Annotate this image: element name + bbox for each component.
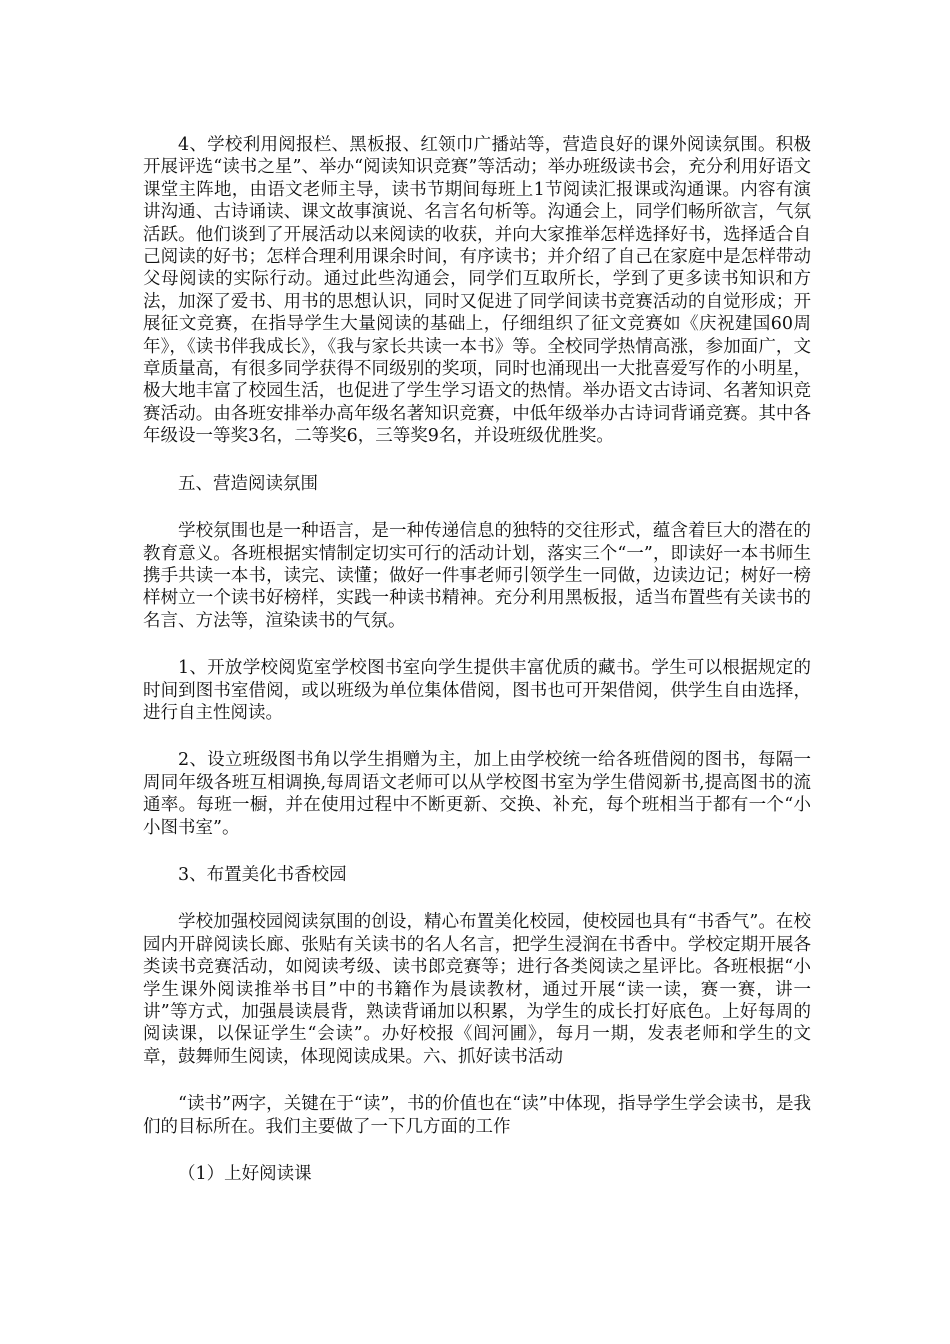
section-heading-reading-atmosphere: 五、营造阅读氛围 [178, 473, 318, 494]
document-page [143, 134, 811, 1185]
paragraph-class-book-corner: 2、设立班级图书角以学生捐赠为主，加上由学校统一给各班借阅的图书，每隔一周同年级各班互相调换,每周语文老师可以从学校图书室为学生借阅新书,提高图书的流通率。每班一橱，并在使用过程中不断更新、交换、补充，每个班相当于都有一个“小小图书室”。 [143, 750, 811, 838]
paragraph-campus-decoration: 学校加强校园阅读氛围的创设，精心布置美化校园，使校园也具有“书香气”。在校园内开辟阅读长廊、张贴有关读书的名人名言，把学生浸润在书香中。学校定期开展各类读书竞赛活动，如阅读考级、读书郎竞赛等；进行各类阅读之星评比。各班根据“小学生课外阅读推举书目”中的书籍作为晨读教材，通过开展“读一读，赛一赛，讲一讲”等方式，加强晨读晨背，熟读背诵加以积累，为学生的成长打好底色。上好每周的阅读课，以保证学生“会读”。办好校报《闾河圃》，每月一期，发表老师和学生的文章，鼓舞师生阅读，体现阅读成果。六、抓好读书活动 [143, 912, 811, 1067]
paragraph-reading-room: 1、开放学校阅览室学校图书室向学生提供丰富优质的藏书。学生可以根据规定的时间到图书室借阅，或以班级为单位集体借阅，图书也可开架借阅，供学生自由选择，进行自主性阅读。 [143, 658, 811, 723]
paragraph-activities: 4、学校利用阅报栏、黑板报、红领巾广播站等，营造良好的课外阅读氛围。积极开展评选“读书之星”、举办“阅读知识竞赛”等活动；举办班级读书会，充分利用好语文课堂主阵地，由语文老师主导，读书节期间每班上1节阅读汇报课或沟通课。内容有演讲沟通、古诗诵读、课文故事演说、名言名句析等。沟通会上，同学们畅所欲言，气氛活跃。他们谈到了开展活动以来阅读的收获，并向大家推举怎样选择好书，选择适合自己阅读的好书；怎样合理利用课余时间，有序读书；并介绍了自己在家庭中是怎样带动父母阅读的实际行动。通过此些沟通会，同学们互取所长，学到了更多读书知识和方法，加深了爱书、用书的思想认识，同时又促进了同学间读书竞赛活动的自觉形成；开展征文竞赛，在指导学生大量阅读的基础上，仔细组织了征文竞赛如《庆祝建国60周年》，《读书伴我成长》，《我与家长共读一本书》等。全校同学热情高涨，参加面广，文章质量高，有很多同学获得不同级别的奖项，同时也涌现出一大批喜爱写作的小明星，极大地丰富了校园生活，也促进了学生学习语文的热情。举办语文古诗词、名著知识竞赛活动。由各班安排举办高年级名著知识竞赛，中低年级举办古诗词背诵竞赛。其中各年级设一等奖3名，二等奖6，三等奖9名，并设班级优胜奖。 [143, 135, 811, 447]
subheading-reading-class: （1）上好阅读课 [178, 1164, 312, 1185]
paragraph-school-atmosphere: 学校氛围也是一种语言，是一种传递信息的独特的交往形式，蕴含着巨大的潜在的教育意义。各班根据实情制定切实可行的活动计划，落实三个“一”，即读好一本书师生携手共读一本书，读完、读懂；做好一件事老师引领学生一同做，边读边记；树好一榜样树立一个读书好榜样，实践一种读书精神。充分利用黑板报，适当布置些有关读书的名言、方法等，渲染读书的气氛。 [143, 521, 811, 631]
paragraph-reading-books: “读书”两字，关键在于“读”，书的价值也在“读”中体现，指导学生学会读书，是我们的目标所在。我们主要做了一下几方面的工作 [143, 1094, 811, 1137]
subheading-campus-decoration: 3、布置美化书香校园 [178, 864, 347, 885]
